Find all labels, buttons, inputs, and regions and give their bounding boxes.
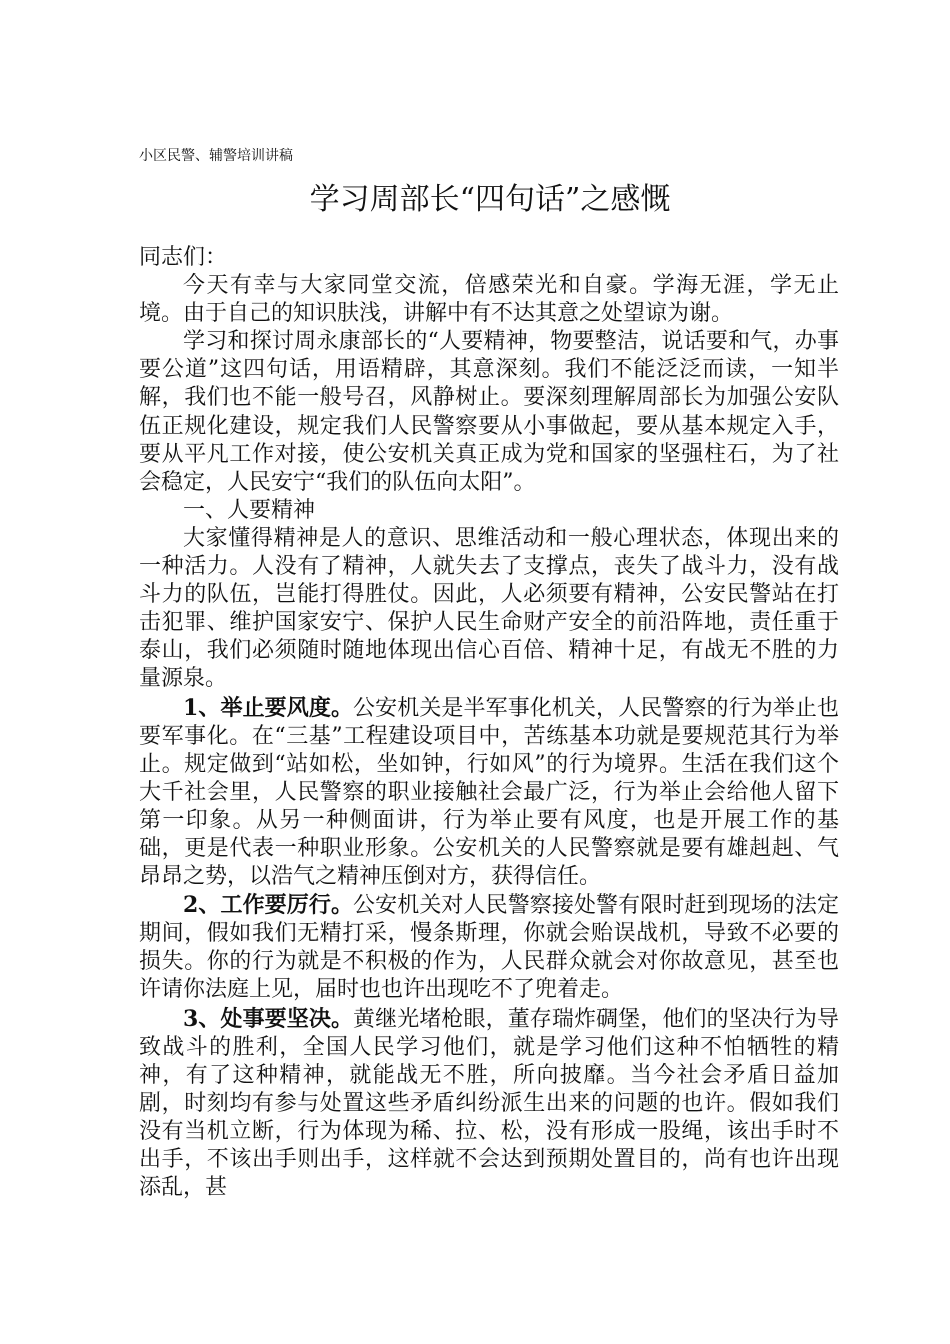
paragraph-four-sentences: 学习和探讨周永康部长的“人要精神，物要整洁，说话要和气，办事要公道”这四句话，用语精辟，其意深刻。我们不能泛泛而读，一知半解，我们也不能一般号召，风静树止。要深刻理解周部长为加强公安队伍正规化建设，规定我们人民警察要从小事做起，要从基本规定入手，要从平凡工作对接，使公安机关真正成为党和国家的坚强柱石，为了社会稳定，人民安宁“我们的队伍向太阳”。 [139,329,839,495]
item-decisiveness [139,1005,839,1203]
item-decisiveness-heading: 3、处事要坚决。 [183,1005,354,1032]
document-body [139,244,839,1202]
item-demeanor-body: 公安机关是半军事化机关，人民警察的行为举止也要军事化。在“三基”工程建设项目中，苦练基本功就是要规范其行为举止。规定做到“站如松，坐如钟，行如风”的行为境界。生活在我们这个大千社会里，人民警察的职业接触社会最广泛，行为举止会给他人留下第一印象。从另一种侧面讲，行为举止要有风度，也是开展工作的基础，更是代表一种职业形象。公安机关的人民警察就是要有雄赳赳、气昂昂之势，以浩气之精神压倒对方，获得信任。 [139,695,839,890]
item-demeanor-heading: 1、举止要风度。 [183,694,354,721]
item-diligence-body: 公安机关对人民警察接处警有限时赶到现场的法定期间，假如我们无精打采，慢条斯理，你就会贻误战机，导致不必要的损失。你的行为就是不积极的作为，人民群众就会对你故意见，甚至也许请你法庭上见，届时也也许出现吃不了兜着走。 [139,893,839,1003]
paragraph-spirit: 大家懂得精神是人的意识、思维活动和一般心理状态，体现出来的一种活力。人没有了精神，人就失去了支撑点，丧失了战斗力，没有战斗力的队伍，岂能打得胜仗。因此，人必须要有精神，公安民警站在打击犯罪、维护国家安宁、保护人民生命财产安全的前沿阵地，责任重于泰山，我们必须随时随地体现出信心百倍、精神十足，有战无不胜的力量源泉。 [139,525,839,692]
item-diligence-heading: 2、工作要厉行。 [183,892,354,919]
item-diligence [139,891,839,1004]
section-heading-spirit: 一、人要精神 [183,497,316,523]
header-note: 小区民警、辅警培训讲稿 [139,148,293,164]
salutation: 同志们： [139,245,228,270]
paragraph-intro: 今天有幸与大家同堂交流，倍感荣光和自豪。学海无涯，学无止境。由于自己的知识肤浅，讲解中有不达其意之处望谅为谢。 [139,273,839,327]
document-title: 学习周部长“四句话”之感慨 [309,182,671,217]
item-demeanor [139,694,839,892]
item-decisiveness-body: 黄继光堵枪眼，董存瑞炸碉堡，他们的坚决行为导致战斗的胜利，全国人民学习他们，就是学习他们这种不怕牺牲的精神，有了这种精神，就能战无不胜，所向披靡。当今社会矛盾日益加剧，时刻均有参与处置这些矛盾纠纷派生出来的问题的也许。假如我们没有当机立断，行为体现为稀、拉、松，没有形成一股绳，该出手时不出手，不该出手则出手，这样就不会达到预期处置目的，尚有也许出现添乱，甚 [139,1006,839,1201]
